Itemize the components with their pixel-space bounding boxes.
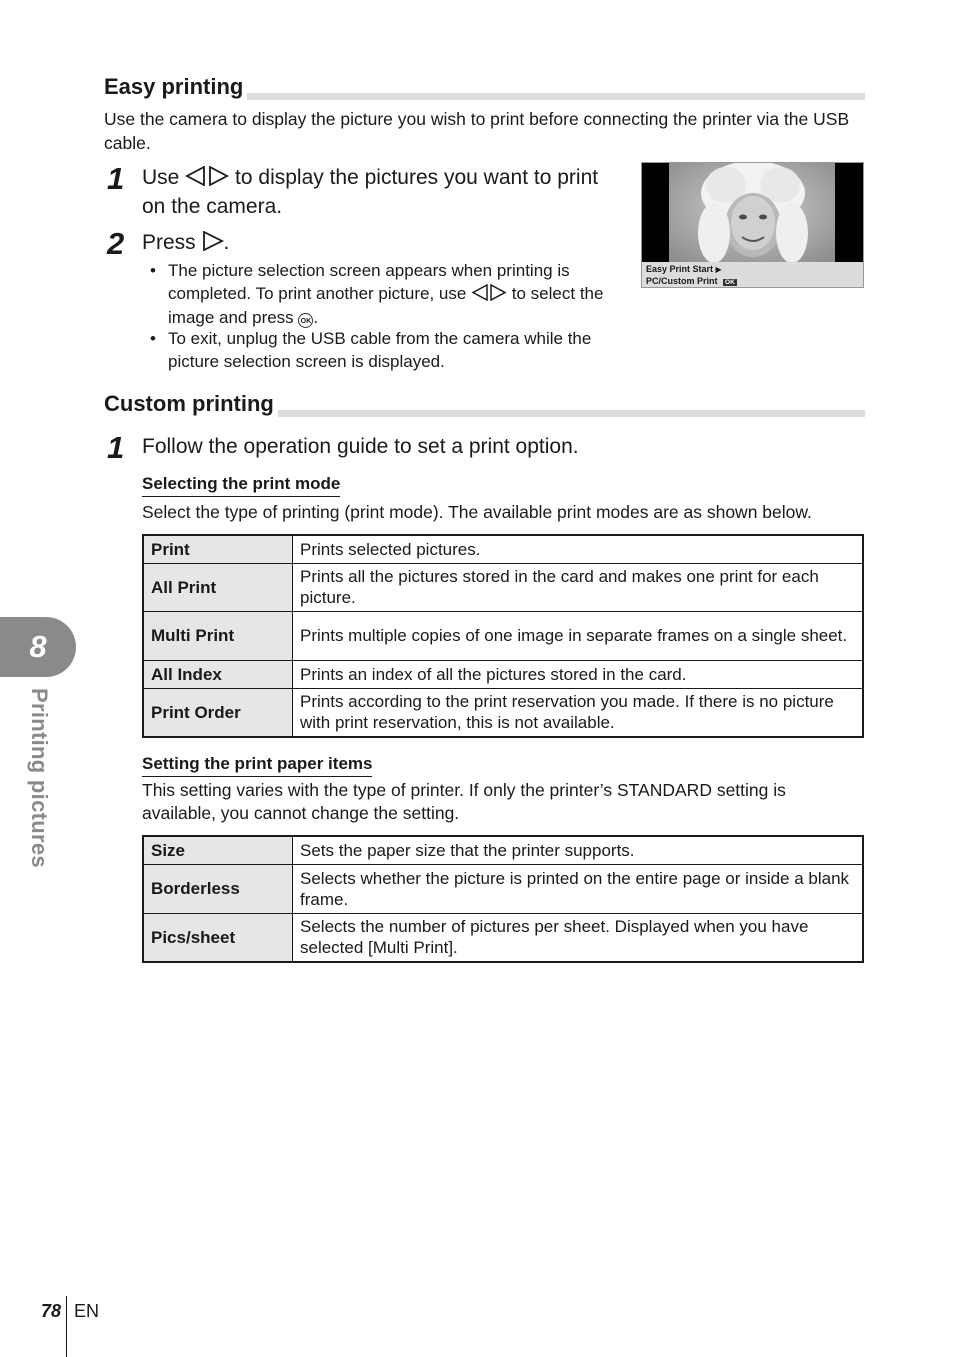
child-photo-image bbox=[642, 163, 864, 263]
paper-items-description: This setting varies with the type of printer. If only the printer’s STANDARD setting is available, you cannot change the setting. bbox=[142, 780, 786, 823]
left-right-arrows-icon bbox=[185, 166, 229, 193]
chapter-side-label: Printing pictures bbox=[27, 688, 52, 868]
footer-divider bbox=[66, 1296, 67, 1357]
table-value-cell: Prints an index of all the pictures stored in the card. bbox=[293, 660, 864, 688]
table-key-cell: Pics/sheet bbox=[143, 913, 293, 962]
table-value-cell: Prints multiple copies of one image in separate frames on a single sheet. bbox=[293, 611, 864, 660]
table-row bbox=[143, 660, 863, 688]
step-number: 2 bbox=[107, 226, 125, 261]
step-2-pre: Press bbox=[142, 231, 196, 254]
print-mode-description: Select the type of printing (print mode). The available print modes are as shown below. bbox=[142, 502, 812, 522]
table-key-cell: Borderless bbox=[143, 864, 293, 913]
table-value-cell: Prints according to the print reservation you made. If there is no picture with print reservation, this is not available. bbox=[293, 688, 864, 737]
table-key-cell: Size bbox=[143, 836, 293, 864]
table-key-cell: Print bbox=[143, 535, 293, 563]
chapter-number: 8 bbox=[29, 629, 47, 664]
custom-printing-title: Custom printing bbox=[104, 391, 278, 417]
easy-step-1 bbox=[142, 164, 612, 220]
step-2-post: . bbox=[223, 231, 230, 254]
paper-items-table bbox=[142, 835, 864, 963]
table-row bbox=[143, 913, 863, 962]
table-row bbox=[143, 563, 863, 611]
step-1-post: to display the pictures you want to print on the camera. bbox=[142, 166, 599, 218]
ok-button-icon: OK bbox=[298, 313, 313, 328]
easy-printing-heading bbox=[104, 72, 865, 100]
ok-badge-icon: OK bbox=[725, 279, 735, 286]
table-key-cell: Multi Print bbox=[143, 611, 293, 660]
right-triangle-icon: ▶ bbox=[715, 265, 722, 274]
step-number: 1 bbox=[107, 161, 125, 196]
left-right-arrows-icon bbox=[471, 284, 507, 308]
table-value-cell: Selects whether the picture is printed on the entire page or inside a blank frame. bbox=[293, 864, 864, 913]
custom-step-1: Follow the operation guide to set a print option. bbox=[142, 435, 579, 458]
easy-printing-intro: Use the camera to display the picture you wish to print before connecting the printer via the USB cable. bbox=[104, 109, 850, 153]
bullet-item: • The picture selection screen appears when printing is completed. To print another picture, use to select the image and press OK . bbox=[150, 261, 604, 327]
chapter-tab bbox=[0, 617, 76, 677]
camera-lcd-screen bbox=[641, 162, 864, 288]
print-mode-heading: Selecting the print mode bbox=[142, 473, 340, 497]
table-key-cell: All Index bbox=[143, 660, 293, 688]
easy-printing-title: Easy printing bbox=[104, 74, 247, 100]
lcd-menu-item-pc-custom-print[interactable]: PC/Custom Print OK bbox=[646, 276, 735, 286]
table-row bbox=[143, 611, 863, 660]
print-mode-table bbox=[142, 534, 864, 738]
table-value-cell: Selects the number of pictures per sheet. Displayed when you have selected [Multi Print]. bbox=[293, 913, 864, 962]
lcd-menu-item-easy-print-start[interactable]: Easy Print Start ▶ bbox=[646, 264, 722, 274]
language-label: EN bbox=[74, 1301, 100, 1321]
table-row bbox=[143, 535, 863, 563]
bullet-item: • To exit, unplug the USB cable from the camera while the picture selection screen is displayed. bbox=[150, 329, 592, 371]
step-number: 1 bbox=[107, 430, 125, 465]
bullet-dot-icon: • bbox=[150, 329, 156, 348]
table-key-cell: Print Order bbox=[143, 688, 293, 737]
table-row bbox=[143, 688, 863, 737]
table-row bbox=[143, 864, 863, 913]
custom-printing-heading bbox=[104, 389, 865, 417]
paper-items-heading: Setting the print paper items bbox=[142, 753, 372, 777]
bullet-dot-icon: • bbox=[150, 261, 156, 280]
step-1-pre: Use bbox=[142, 166, 180, 189]
easy-step-2 bbox=[142, 229, 612, 258]
table-value-cell: Prints selected pictures. bbox=[293, 535, 864, 563]
page-number: 78 bbox=[41, 1301, 62, 1321]
right-arrow-icon bbox=[202, 231, 224, 258]
table-key-cell: All Print bbox=[143, 563, 293, 611]
lcd-menu bbox=[642, 262, 864, 288]
table-value-cell: Sets the paper size that the printer supports. bbox=[293, 836, 864, 864]
table-row bbox=[143, 836, 863, 864]
table-value-cell: Prints all the pictures stored in the card and makes one print for each picture. bbox=[293, 563, 864, 611]
